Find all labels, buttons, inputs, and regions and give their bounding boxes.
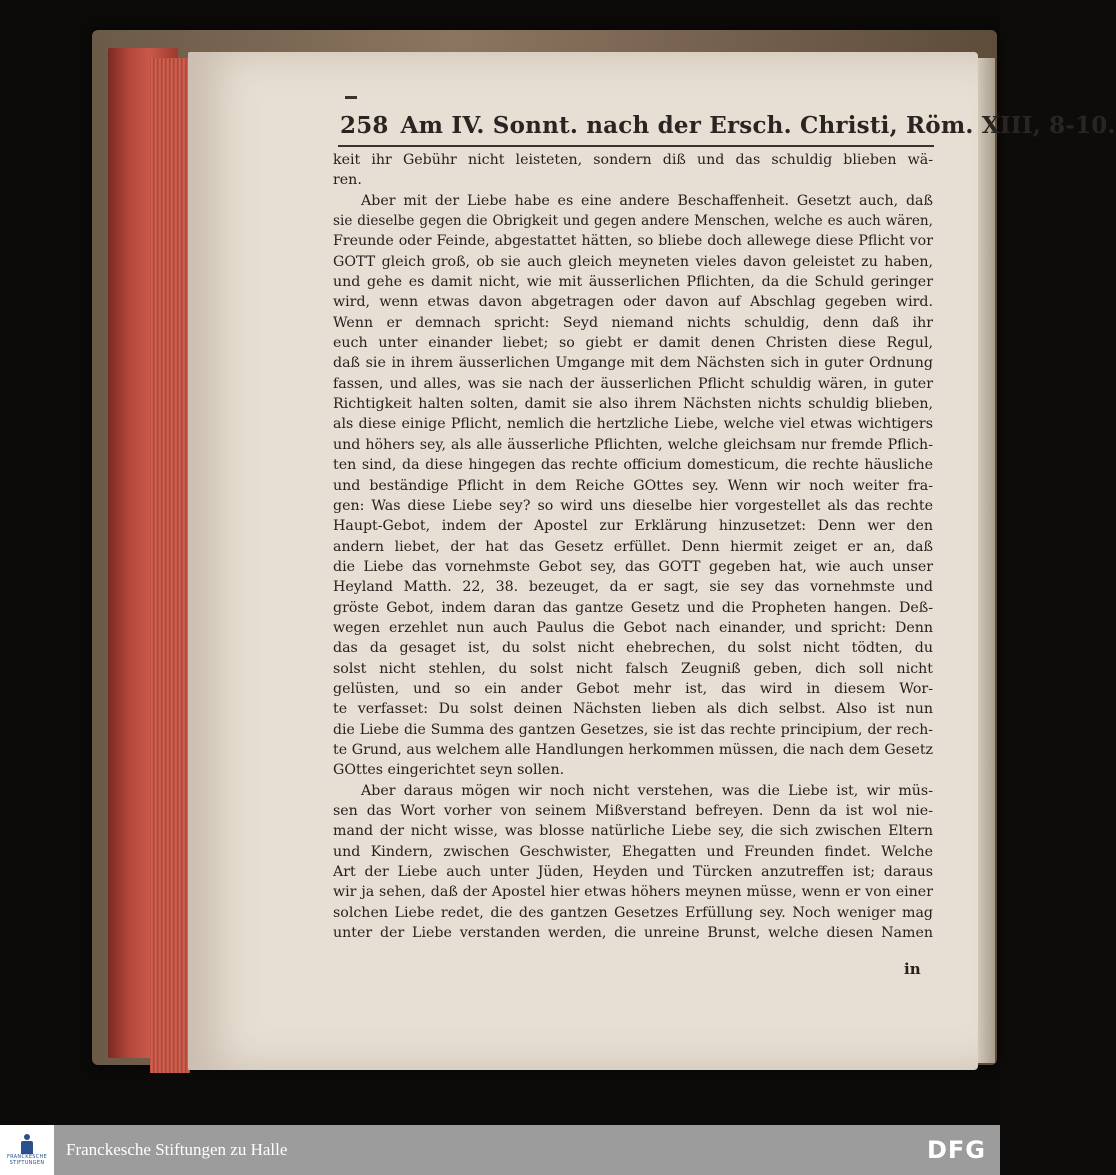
text-line: keit ihr Gebühr nicht leisteten, sondern diß und das schuldig blieben wä- [333, 152, 933, 168]
text-line: die Liebe das vornehmste Gebot sey, das GOTT gegeben hat, wie auch unser [333, 558, 933, 575]
text-line: solst nicht stehlen, du solst nicht falsch Zeugniß geben, dich soll nicht [333, 660, 933, 677]
text-line: te Grund, aus welchem alle Handlungen herkommen müssen, die nach dem Gesetz [333, 741, 933, 758]
text-line: Aber mit der Liebe habe es eine andere Beschaffenheit. Gesetzt auch, daß [361, 192, 933, 209]
text-line: und Kindern, zwischen Geschwister, Ehegatten und Freunden findet. Welche [333, 843, 933, 860]
institution-logo[interactable] [0, 1125, 54, 1175]
text-line: mand der nicht wisse, was blosse natürliche Liebe sey, die sich zwischen Eltern [333, 823, 933, 840]
text-line: wegen erzehlet nun auch Paulus die Gebot nach einander, und spricht: Denn [333, 619, 933, 636]
text-line: wir ja sehen, daß der Apostel hier etwas höhers meynen müsse, wenn er von einer [333, 884, 933, 901]
orphan-emblem-icon [20, 1134, 34, 1154]
text-line: Freunde oder Feinde, abgestattet hätten, so bliebe doch allewege diese Pflicht vor [333, 233, 933, 250]
text-line: GOttes eingerichtet seyn sollen. [333, 762, 565, 779]
text-line: gröste Gebot, indem daran das gantze Gesetz und die Propheten hangen. Deß- [333, 599, 933, 616]
text-line: und höhers sey, als alle äusserliche Pflichten, welche gleichsam nur fremde Pflich- [333, 436, 933, 453]
page-right-edge [975, 58, 995, 1063]
text-line: sen das Wort vorher von seinem Mißverstand befreyen. Denn da ist wol nie- [333, 803, 933, 819]
text-line: Haupt-Gebot, indem der Apostel zur Erklärung hinzusetzet: Denn wer den [333, 518, 933, 535]
text-line: gen: Was diese Liebe sey? so wird uns dieselbe hier vorgestellet als das rechte [333, 497, 933, 514]
text-line: Aber daraus mögen wir noch nicht verstehen, was die Liebe ist, wir müs- [361, 782, 933, 799]
ornament-dash [345, 96, 357, 99]
text-line: andern liebet, der hat das Gesetz erfüllet. Denn hiermit zeiget er an, daß [333, 538, 933, 555]
text-line: und gehe es damit nicht, wie mit äusserlichen Pflichten, da die Schuld geringer [333, 274, 933, 291]
text-line: das da gesaget ist, du solst nicht ehebrechen, du solst nicht tödten, du [333, 640, 933, 657]
header-rule [338, 145, 934, 147]
institution-name: Franckesche Stiftungen zu Halle [66, 1140, 288, 1159]
dfg-logo[interactable]: DFG [926, 1136, 986, 1164]
text-line: gelüsten, und so ein ander Gebot mehr ist, das wird in diesem Wor- [333, 680, 933, 697]
text-line: ten sind, da diese hingegen das rechte officium domesticum, die rechte häusliche [333, 457, 933, 474]
text-line: solchen Liebe redet, die des gantzen Gesetzes Erfüllung sey. Noch weniger mag [333, 904, 933, 921]
text-line: Art der Liebe auch unter Jüden, Heyden und Türcken anzutreffen ist; daraus [333, 864, 933, 881]
body-text [333, 150, 933, 943]
page-edge-stack [150, 58, 190, 1073]
text-line: als diese einige Pflicht, nemlich die hertzliche Liebe, welche viel etwas wichtigers [333, 416, 933, 433]
text-line: Heyland Matth. 22, 38. bezeuget, da er sagt, sie sey das vornehmste und [333, 579, 933, 596]
text-line: wird, wenn etwas davon abgetragen oder davon auf Abschlag gegeben wird. [333, 294, 933, 311]
running-head [340, 112, 1116, 146]
text-line: Wenn er demnach spricht: Seyd niemand nichts schuldig, denn daß ihr [333, 314, 933, 331]
text-line: die Liebe die Summa des gantzen Gesetzes, sie ist das rechte principium, der rech- [333, 721, 933, 738]
text-line: sie dieselbe gegen die Obrigkeit und gegen andere Menschen, welche es auch wären, [333, 213, 933, 230]
text-line: te verfasset: Du solst deinen Nächsten lieben als dich selbst. Also ist nun [333, 701, 933, 718]
text-line: fassen, und alles, was sie nach der äusserlichen Pflicht schuldig wären, in guter [333, 375, 933, 392]
text-line: und beständige Pflicht in dem Reiche GOttes sey. Wenn wir noch weiter fra- [333, 477, 933, 494]
page-number: 258 [340, 112, 389, 139]
text-line: GOTT gleich groß, ob sie auch gleich meyneten vieles davon geleistet zu haben, [333, 253, 933, 270]
text-line: unter der Liebe verstanden werden, die unreine Brunst, welche diesen Namen [333, 925, 933, 942]
catchword: in [904, 960, 921, 978]
text-line: Richtigkeit halten solten, damit sie also ihrem Nächsten nichts schuldig blieben, [333, 396, 933, 413]
text-line: ren. [333, 172, 362, 189]
running-head-title: Am IV. Sonnt. nach der Ersch. Christi, Röm. XIII, 8-10. [400, 112, 1116, 139]
text-line: euch unter einander liebet; so giebt er damit denen Christen diese Regul, [333, 335, 933, 352]
footer-bar [0, 1125, 1000, 1175]
logo-text-line2: STIFTUNGEN [9, 1160, 45, 1166]
text-line: daß sie in ihrem äusserlichen Umgange mit dem Nächsten sich in guter Ordnung [333, 355, 933, 372]
logo-text-line1: FRANCKESCHE [6, 1154, 48, 1160]
